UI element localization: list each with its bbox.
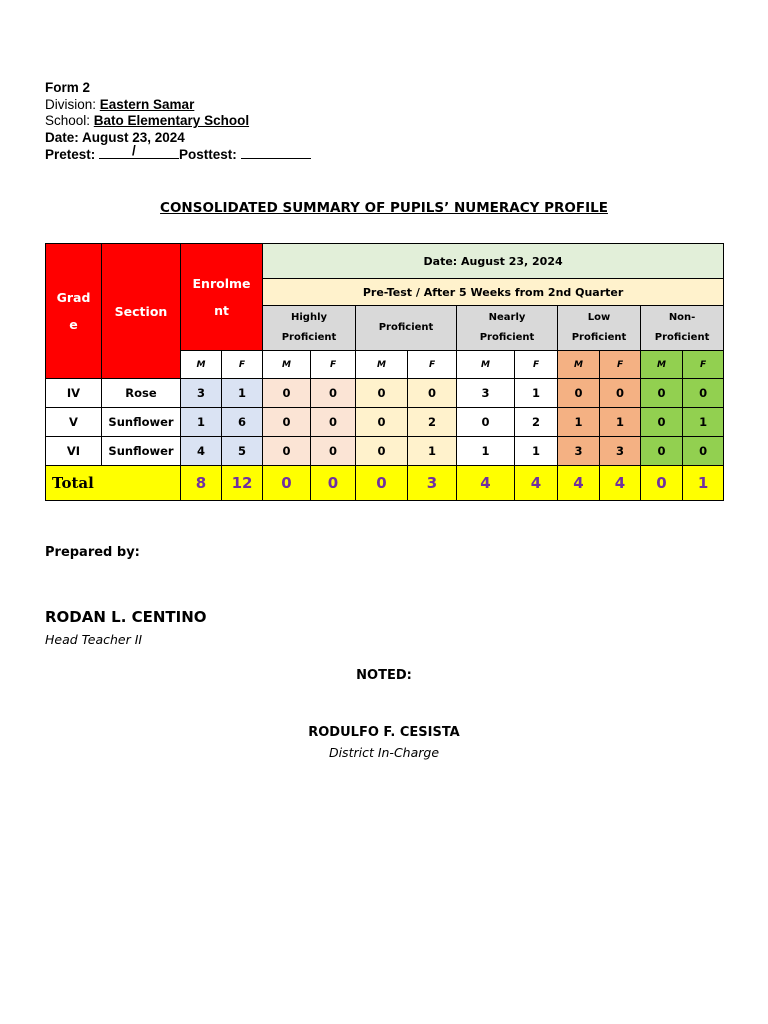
proficient-f-cell: 2 [408, 408, 457, 437]
enrolment-header: Enrolme nt [181, 244, 263, 351]
low-f-cell: 0 [600, 379, 641, 408]
proficient-header: Proficient [356, 306, 457, 351]
pretest-slash: / [132, 143, 136, 159]
highly-proficient-header: Highly Proficient [263, 306, 356, 351]
table-row [46, 437, 724, 466]
total-proficient-f: 3 [408, 466, 457, 501]
form-header [45, 80, 311, 164]
low-m: M [558, 351, 600, 379]
nearly-proficient-header: Nearly Proficient [457, 306, 558, 351]
noter-position: District In-Charge [328, 745, 440, 760]
total-low-m: 4 [558, 466, 600, 501]
total-non-m: 0 [641, 466, 683, 501]
pretest-blank [99, 143, 179, 159]
low-m-cell: 1 [558, 408, 600, 437]
proficient-m-cell: 0 [356, 437, 408, 466]
grade-cell: VI [46, 437, 102, 466]
non-f-cell: 0 [683, 379, 724, 408]
proficient-m-cell: 0 [356, 379, 408, 408]
non-m: M [641, 351, 683, 379]
table-row [46, 408, 724, 437]
date-line: Date: August 23, 2024 [45, 129, 185, 145]
period-header: Pre-Test / After 5 Weeks from 2nd Quarter [263, 279, 724, 306]
section-cell: Sunflower [102, 437, 181, 466]
highly-m-cell: 0 [263, 408, 311, 437]
proficient-m: M [356, 351, 408, 379]
enrolment-m-cell: 1 [181, 408, 222, 437]
highly-m-cell: 0 [263, 437, 311, 466]
division-value: Eastern Samar [99, 96, 195, 112]
highly-f-cell: 0 [311, 379, 356, 408]
enrolment-f: F [222, 351, 263, 379]
proficient-m-cell: 0 [356, 408, 408, 437]
highly-m: M [263, 351, 311, 379]
posttest-blank [241, 146, 311, 159]
enrolment-m: M [181, 351, 222, 379]
school-value: Bato Elementary School [93, 113, 250, 129]
total-non-f: 1 [683, 466, 724, 501]
prepared-by-label: Prepared by: [45, 545, 140, 560]
division-label: Division: [45, 96, 100, 112]
non-m-cell: 0 [641, 408, 683, 437]
grade-cell: IV [46, 379, 102, 408]
low-f-cell: 3 [600, 437, 641, 466]
noted-label: NOTED: [356, 668, 412, 683]
proficient-f-cell: 0 [408, 379, 457, 408]
nearly-m: M [457, 351, 515, 379]
nearly-m-cell: 3 [457, 379, 515, 408]
school-label: School: [45, 113, 94, 129]
non-m-cell: 0 [641, 379, 683, 408]
pretest-label: Pretest: [45, 147, 100, 163]
highly-f-cell: 0 [311, 437, 356, 466]
low-proficient-header: Low Proficient [558, 306, 641, 351]
nearly-f-cell: 1 [515, 379, 558, 408]
section-cell: Sunflower [102, 408, 181, 437]
nearly-f-cell: 1 [515, 437, 558, 466]
total-nearly-m: 4 [457, 466, 515, 501]
school-line [45, 113, 311, 130]
nearly-m-cell: 0 [457, 408, 515, 437]
total-enrolment-m: 8 [181, 466, 222, 501]
preparer-name: RODAN L. CENTINO [45, 608, 207, 626]
nearly-f-cell: 2 [515, 408, 558, 437]
non-f: F [683, 351, 724, 379]
test-line [45, 143, 311, 164]
form-number: Form 2 [45, 80, 91, 95]
non-f-cell: 1 [683, 408, 724, 437]
section-cell: Rose [102, 379, 181, 408]
total-enrolment-f: 12 [222, 466, 263, 501]
low-f-cell: 1 [600, 408, 641, 437]
noter-name: RODULFO F. CESISTA [308, 725, 460, 740]
non-m-cell: 0 [641, 437, 683, 466]
low-m-cell: 0 [558, 379, 600, 408]
division-line [45, 97, 311, 114]
enrolment-f-cell: 5 [222, 437, 263, 466]
enrolment-m-cell: 3 [181, 379, 222, 408]
section-header: Section [102, 244, 181, 379]
total-low-f: 4 [600, 466, 641, 501]
nearly-m-cell: 1 [457, 437, 515, 466]
preparer-position: Head Teacher II [45, 632, 143, 647]
numeracy-summary-table [45, 243, 724, 501]
date-header: Date: August 23, 2024 [263, 244, 724, 279]
nearly-f: F [515, 351, 558, 379]
highly-m-cell: 0 [263, 379, 311, 408]
enrolment-f-cell: 6 [222, 408, 263, 437]
proficient-f-cell: 1 [408, 437, 457, 466]
low-f: F [600, 351, 641, 379]
document-title: CONSOLIDATED SUMMARY OF PUPILS’ NUMERACY PROFILE [160, 200, 608, 216]
grade-cell: V [46, 408, 102, 437]
non-proficient-header: Non- Proficient [641, 306, 724, 351]
total-highly-f: 0 [311, 466, 356, 501]
low-m-cell: 3 [558, 437, 600, 466]
total-proficient-m: 0 [356, 466, 408, 501]
table-row [46, 379, 724, 408]
proficient-f: F [408, 351, 457, 379]
highly-f-cell: 0 [311, 408, 356, 437]
total-highly-m: 0 [263, 466, 311, 501]
posttest-label: Posttest: [179, 147, 241, 163]
highly-f: F [311, 351, 356, 379]
total-row [46, 466, 724, 501]
enrolment-m-cell: 4 [181, 437, 222, 466]
enrolment-f-cell: 1 [222, 379, 263, 408]
grade-header: Grad e [46, 244, 102, 379]
total-label: Total [46, 466, 181, 501]
non-f-cell: 0 [683, 437, 724, 466]
total-nearly-f: 4 [515, 466, 558, 501]
